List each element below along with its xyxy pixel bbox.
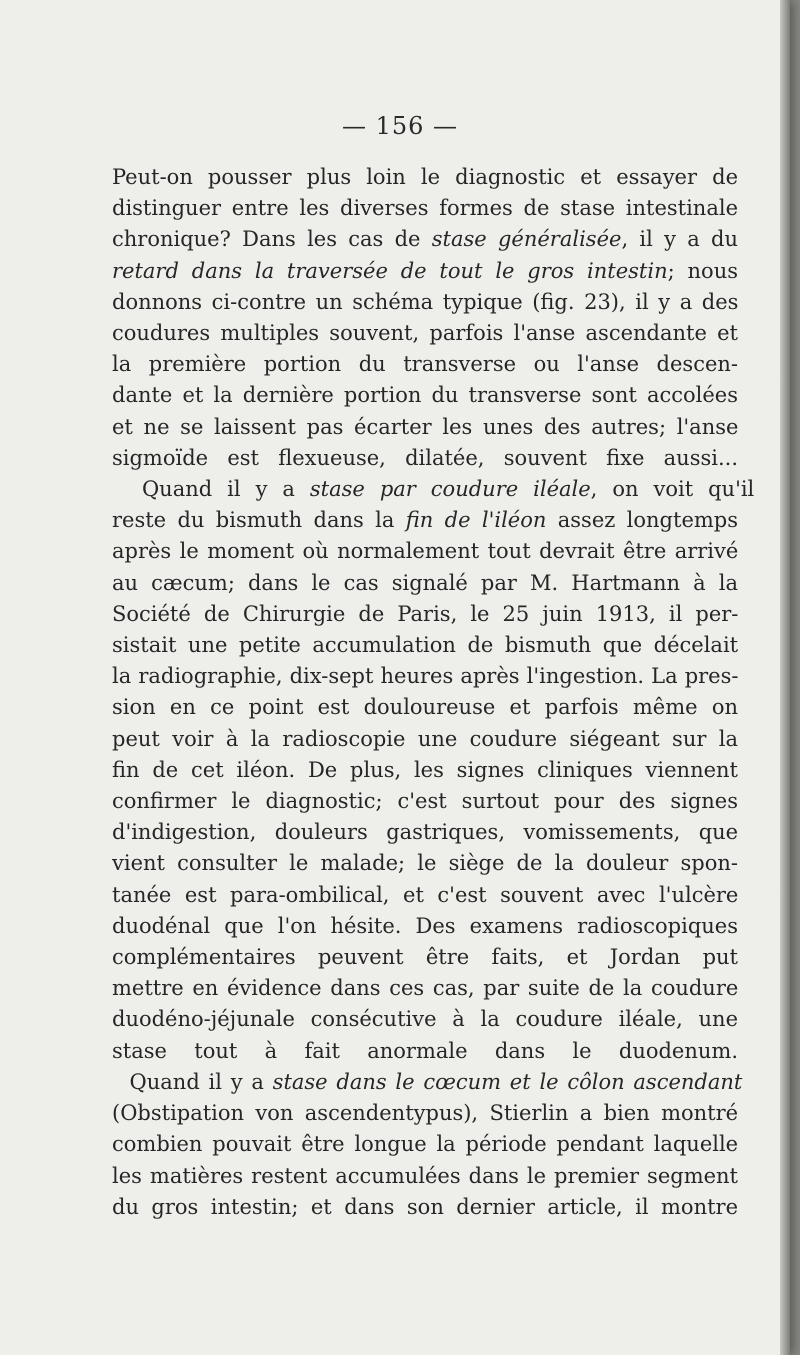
text-line: dante et la dernière portion du transverse sont accolées xyxy=(112,383,738,408)
body-text xyxy=(110,162,755,1223)
text-line: duodénal que l'on hésite. Des examens radioscopiques xyxy=(112,913,738,938)
text-line: stase tout à fait anormale dans le duodenum. xyxy=(112,1038,738,1063)
text-line: au cæcum; dans le cas signalé par M. Hartmann à la xyxy=(112,570,738,595)
text-line: et ne se laissent pas écarter les unes des autres; l'anse xyxy=(112,414,739,439)
text-line: du gros intestin; et dans son dernier article, il montre xyxy=(112,1194,738,1219)
text-line: retard dans la traversée de tout le gros intestin; nous xyxy=(112,258,738,283)
text-line: vient consulter le malade; le siège de la douleur spon- xyxy=(112,851,738,876)
text-line: confirmer le diagnostic; c'est surtout pour des signes xyxy=(112,789,738,814)
page-edge xyxy=(780,0,790,1355)
paragraph-1 xyxy=(110,162,738,474)
italic-term: stase par coudure iléale xyxy=(309,477,591,502)
paragraph-3 xyxy=(110,1067,743,1223)
text-line: sion en ce point est douloureuse et parfois même on xyxy=(112,695,738,720)
text-line: donnons ci-contre un schéma typique (fig. 23), il y a des xyxy=(112,289,739,314)
italic-term: stase dans le cœcum et le côlon ascendant xyxy=(272,1069,743,1094)
text-line: fin de cet iléon. De plus, les signes cliniques viennent xyxy=(112,757,738,782)
text-line: duodéno-jéjunale consécutive à la coudure iléale, une xyxy=(112,1007,738,1032)
text-line: (Obstipation von ascendentypus), Stierlin a bien montré xyxy=(112,1101,739,1126)
text-line: sigmoïde est flexueuse, dilatée, souvent fixe aussi... xyxy=(112,445,738,470)
text-line: coudures multiples souvent, parfois l'anse ascendante et xyxy=(112,321,738,346)
text-line: Quand il y a stase par coudure iléale, on voit qu'il xyxy=(141,477,755,502)
text-line: la radiographie, dix-sept heures après l'ingestion. La pres- xyxy=(112,664,739,689)
text-line: d'indigestion, douleurs gastriques, vomissements, que xyxy=(112,820,739,845)
text-line: distinguer entre les diverses formes de stase intestinale xyxy=(112,196,738,221)
text-line: après le moment où normalement tout devrait être arrivé xyxy=(112,539,739,564)
italic-term: stase généralisée xyxy=(431,227,622,252)
text-line: Peut-on pousser plus loin le diagnostic et essayer de xyxy=(112,165,738,189)
text-line: chronique? Dans les cas de stase généralisée, il y a du xyxy=(112,227,739,252)
text-line: Quand il y a stase dans le cœcum et le côlon ascendant xyxy=(129,1069,743,1094)
text-line: combien pouvait être longue la période pendant laquelle xyxy=(112,1132,739,1157)
text-line: la première portion du transverse ou l'anse descen- xyxy=(112,352,739,377)
text-line: Société de Chirurgie de Paris, le 25 juin 1913, il per- xyxy=(112,601,739,626)
text-line: reste du bismuth dans la fin de l'iléon assez longtemps xyxy=(112,508,739,533)
page-number: — 156 — xyxy=(341,112,459,140)
text-line: sistait une petite accumulation de bismuth que décelait xyxy=(112,633,739,658)
text-line: les matières restent accumulées dans le premier segment xyxy=(112,1163,738,1188)
text-line: peut voir à la radioscopie une coudure siégeant sur la xyxy=(112,726,738,751)
text-line: tanée est para-ombilical, et c'est souvent avec l'ulcère xyxy=(112,882,739,907)
text-line: complémentaires peuvent être faits, et Jordan put xyxy=(112,945,738,970)
italic-term: retard dans la traversée de tout le gros intestin xyxy=(112,258,668,283)
italic-term: fin de l'iléon xyxy=(405,508,547,533)
text-line: mettre en évidence dans ces cas, par suite de la coudure xyxy=(112,976,739,1001)
paragraph-2 xyxy=(110,474,755,1067)
